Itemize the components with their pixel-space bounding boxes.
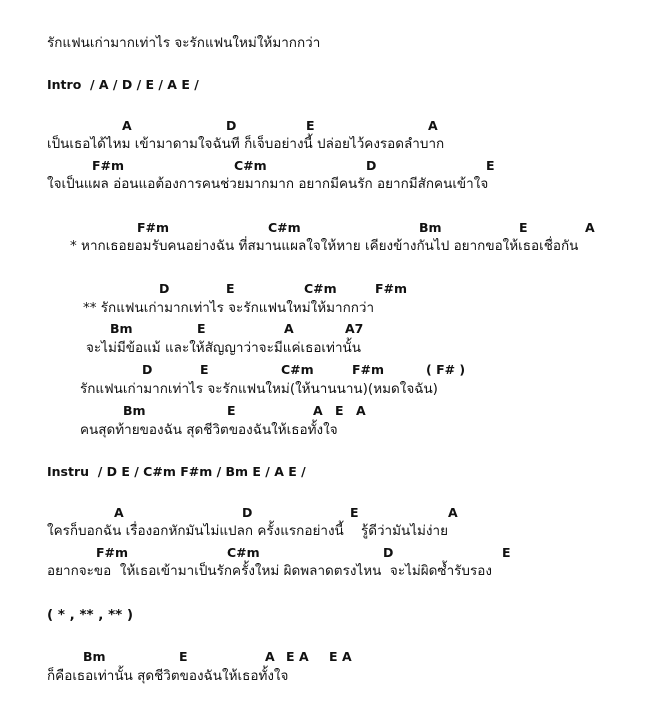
lyric-line: จะไม่มีข้อแม้ และให้สัญญาว่าจะมีแค่เธอเท่านั้น xyxy=(86,340,361,356)
chord: Bm xyxy=(83,649,106,664)
chord: F#m xyxy=(352,362,385,377)
lyric-line: คนสุดท้ายของฉัน สุดชีวิตของฉันให้เธอทั้งใจ xyxy=(80,422,338,438)
chord: C#m xyxy=(227,545,260,560)
chord: E xyxy=(335,403,344,418)
chord: A xyxy=(356,403,366,418)
chord: E xyxy=(519,220,528,235)
chord: D xyxy=(159,281,170,296)
chord: A xyxy=(265,649,275,664)
lyric-line: ก็คือเธอเท่านั้น สุดชีวิตของฉันให้เธอทั้งใจ xyxy=(47,668,289,684)
chord: D xyxy=(383,545,394,560)
chord: E xyxy=(179,649,188,664)
chord: F#m xyxy=(375,281,408,296)
chord: E xyxy=(486,158,495,173)
chord: A xyxy=(428,118,438,133)
chord: E xyxy=(306,118,315,133)
lyric-line: เป็นเธอได้ไหม เข้ามาดามใจฉันที ก็เจ็บอย่างนี้ ปล่อยไว้คงรอดลำบาก xyxy=(47,136,445,152)
lyric-line: ใครก็บอกฉัน เรื่องอกหักมันไม่แปลก ครั้งแรกอย่างนี้ รู้ดีว่ามันไม่ง่าย xyxy=(47,523,449,539)
chord: F#m xyxy=(96,545,129,560)
chord: F#m xyxy=(137,220,170,235)
chord: E xyxy=(197,321,206,336)
chord: D xyxy=(226,118,237,133)
chord: E xyxy=(329,649,338,664)
chord: D xyxy=(142,362,153,377)
chord: A xyxy=(342,649,352,664)
chord: Bm xyxy=(419,220,442,235)
lyric-line: ** รักแฟนเก่ามากเท่าไร จะรักแฟนใหม่ให้มากกว่า xyxy=(83,300,375,316)
chord: E xyxy=(502,545,511,560)
chord: C#m xyxy=(304,281,337,296)
chord: A xyxy=(299,649,309,664)
chord: Bm xyxy=(110,321,133,336)
chord: A7 xyxy=(345,321,364,336)
chord: C#m xyxy=(268,220,301,235)
chord: E xyxy=(227,403,236,418)
repeat-marker: ( * , ** , ** ) xyxy=(47,607,134,623)
intro-line: Intro / A / D / E / A E / xyxy=(47,77,199,92)
chord: A xyxy=(313,403,323,418)
lyric-line: * หากเธอยอมรับคนอย่างฉัน ที่สมานแผลใจให้หาย เคียงข้างกันไป อยากขอให้เธอเชื่อกัน xyxy=(70,238,579,254)
chord: C#m xyxy=(281,362,314,377)
song-title: รักแฟนเก่ามากเท่าไร จะรักแฟนใหม่ให้มากกว่า xyxy=(47,35,321,51)
chord: D xyxy=(366,158,377,173)
chord: E xyxy=(226,281,235,296)
chord: E xyxy=(286,649,295,664)
chord: Bm xyxy=(123,403,146,418)
lyric-line: ใจเป็นแผล อ่อนแอต้องการคนช่วยมากมาก อยากมีคนรัก อยากมีสักคนเข้าใจ xyxy=(47,176,489,192)
chord: E xyxy=(200,362,209,377)
lyric-line: อยากจะขอ ให้เธอเข้ามาเป็นรักครั้งใหม่ ผิดพลาดตรงไหน จะไม่ผิดซ้ำรับรอง xyxy=(47,563,492,579)
chord: A xyxy=(448,505,458,520)
chord: A xyxy=(585,220,595,235)
chord: ( F# ) xyxy=(426,362,466,377)
chord: A xyxy=(284,321,294,336)
chord: D xyxy=(242,505,253,520)
chord: F#m xyxy=(92,158,125,173)
chord: C#m xyxy=(234,158,267,173)
chord: A xyxy=(122,118,132,133)
instru-line: Instru / D E / C#m F#m / Bm E / A E / xyxy=(47,464,306,479)
chord: E xyxy=(350,505,359,520)
chord: A xyxy=(114,505,124,520)
lyric-line: รักแฟนเก่ามากเท่าไร จะรักแฟนใหม่(ให้นานนาน)(หมดใจฉัน) xyxy=(80,381,438,397)
